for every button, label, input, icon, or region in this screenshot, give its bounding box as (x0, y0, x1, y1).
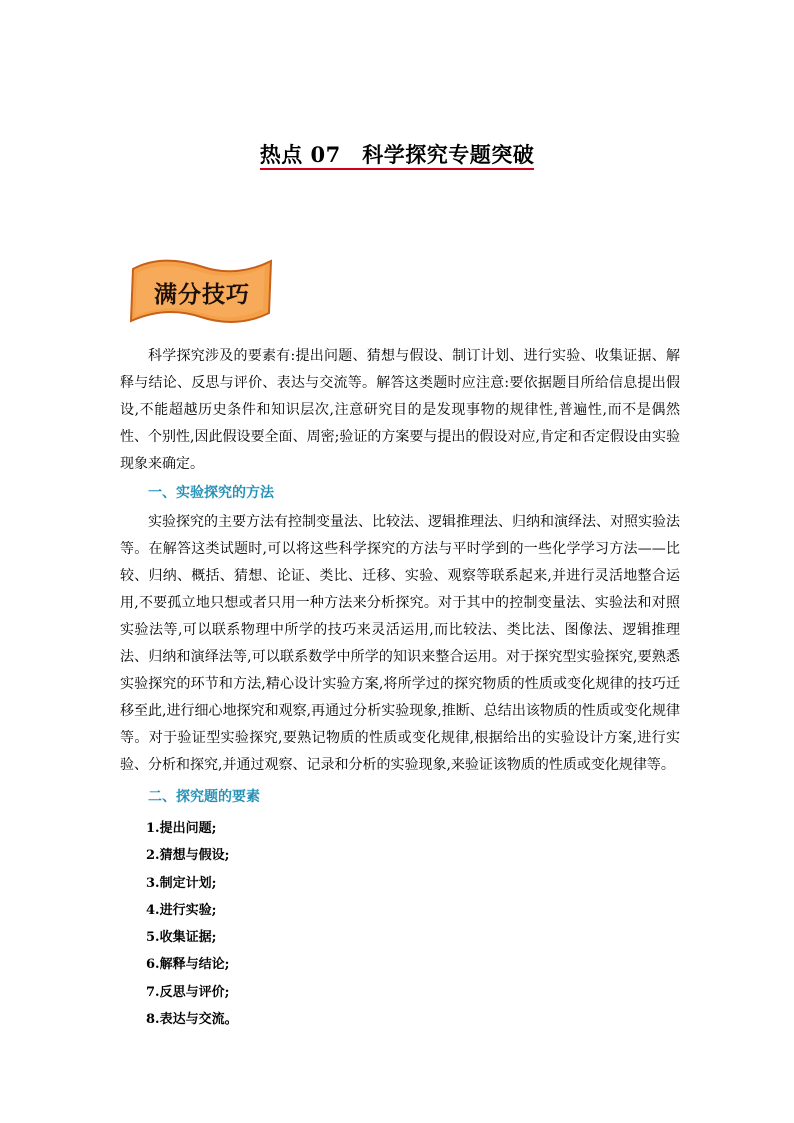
page-title-text: 热点 07 科学探究专题突破 (260, 142, 535, 170)
section-heading-elements: 二、探究题的要素 (148, 789, 260, 805)
intro-paragraph: 科学探究涉及的要素有:提出问题、猜想与假设、制订计划、进行实验、收集证据、解释与结论、反思与评价、表达与交流等。解答这类题时应注意:要依据题目所给信息提出假设,不能超越历史条件和知识层次,注意研究目的是发现事物的规律性,普遍性,而不是偶然性、个别性,因此假设要全面、周密;验证的方案要与提出的假设对应,肯定和否定假设由实验现象来确定。 (120, 348, 680, 472)
list-item: 3.制定计划; (146, 875, 217, 891)
list-item: 4.进行实验; (146, 902, 217, 918)
methods-paragraph: 实验探究的主要方法有控制变量法、比较法、逻辑推理法、归纳和演绎法、对照实验法等。在解答这类试题时,可以将这些科学探究的方法与平时学到的一些化学学习方法——比较、归纳、概括、猜想、论证、类比、迁移、实验、观察等联系起来,并进行灵活地整合运用,不要孤立地只想或者只用一种方法来分析探究。对于其中的控制变量法、实验法和对照实验法等,可以联系物理中所学的技巧来灵活运用,而比较法、类比法、图像法、逻辑推理法、归纳和演绎法等,可以联系数学中所学的知识来整合运用。对于探究型实验探究,要熟悉实验探究的环节和方法,精心设计实验方案,将所学过的探究物质的性质或变化规律的技巧迁移至此,进行细心地探究和观察,再通过分析实验现象,推断、总结出该物质的性质或变化规律等。对于验证型实验探究,要熟记物质的性质或变化规律,根据给出的实验设计方案,进行实验、分析和探究,并通过观察、记录和分析的实验现象,来验证该物质的性质或变化规律等。 (120, 514, 680, 773)
list-item: 1.提出问题; (146, 821, 217, 836)
page-title (0, 141, 794, 169)
list-item: 7.反思与评价; (146, 984, 230, 1000)
elements-list (146, 815, 238, 1033)
list-item: 5.收集证据; (146, 930, 217, 946)
list-item: 6.解释与结论; (146, 957, 230, 973)
list-item: 2.猜想与假设; (146, 848, 230, 864)
tips-banner-label: 满分技巧 (154, 281, 250, 308)
tips-banner (127, 255, 277, 327)
list-item: 8.表达与交流。 (146, 1012, 238, 1028)
section-heading-methods: 一、实验探究的方法 (148, 485, 274, 501)
